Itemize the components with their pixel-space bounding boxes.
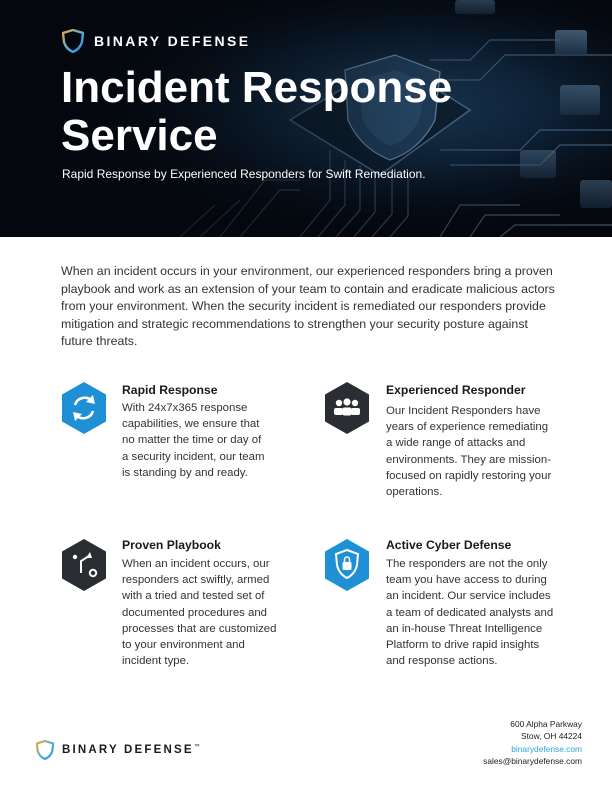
trademark-symbol: ™ (193, 744, 200, 750)
team-icon (322, 380, 372, 436)
feature-description: The responders are not the only team you have access to during an incident. Our service includes a team of dedicated analysts and an in-house Threat Intelligence Platform to drive rapid insights and response actions. (386, 558, 554, 668)
shield-logo-icon (62, 29, 84, 53)
feature-description: When an incident occurs, our responders act swiftly, armed with a tried and tested set of documented procedures and processes that are customized to your environment and incident type. (122, 558, 277, 668)
page-subtitle: Rapid Response by Experienced Responders for Swift Remediation. (62, 167, 426, 181)
refresh-icon (59, 380, 109, 436)
address-line-1: 600 Alpha Parkway (510, 719, 582, 729)
header-brand (62, 29, 251, 53)
hero-banner (0, 0, 612, 237)
feature-description: With 24x7x365 response capabilities, we ensure that no matter the time or day of a security incident, our team is standing by and ready. (122, 402, 265, 479)
shield-logo-icon (36, 740, 54, 760)
page-title: Incident Response Service (61, 63, 453, 160)
website-link[interactable]: binarydefense.com (511, 743, 582, 754)
feature-title: Rapid Response (122, 383, 218, 397)
contact-block (483, 718, 582, 768)
feature-title: Experienced Responder (386, 383, 526, 397)
intro-paragraph: When an incident occurs in your environment, our experienced responders bring a proven playbook and work as an extension of your team to contain and eradicate malicious actors from your environment. When the security incident is remediated our responders provide mitigation and strategic recommendations to strengthen your security posture against future threats. (61, 264, 555, 349)
shield-lock-icon (322, 537, 372, 593)
feature-title: Active Cyber Defense (386, 538, 512, 552)
footer-brand (36, 740, 200, 760)
address-line-2: Stow, OH 44224 (521, 731, 582, 742)
footer-brand-name (62, 744, 200, 756)
feature-description: Our Incident Responders have years of experience remediating a wide range of attacks and environments. They are mission-focused on rapidly restoring your operations. (386, 405, 552, 499)
footer-brand-label: BINARY DEFENSE (62, 744, 194, 756)
feature-title: Proven Playbook (122, 538, 221, 552)
route-icon (59, 537, 109, 593)
brand-name: BINARY DEFENSE (94, 33, 251, 49)
email-link[interactable]: sales@binarydefense.com (483, 756, 582, 767)
